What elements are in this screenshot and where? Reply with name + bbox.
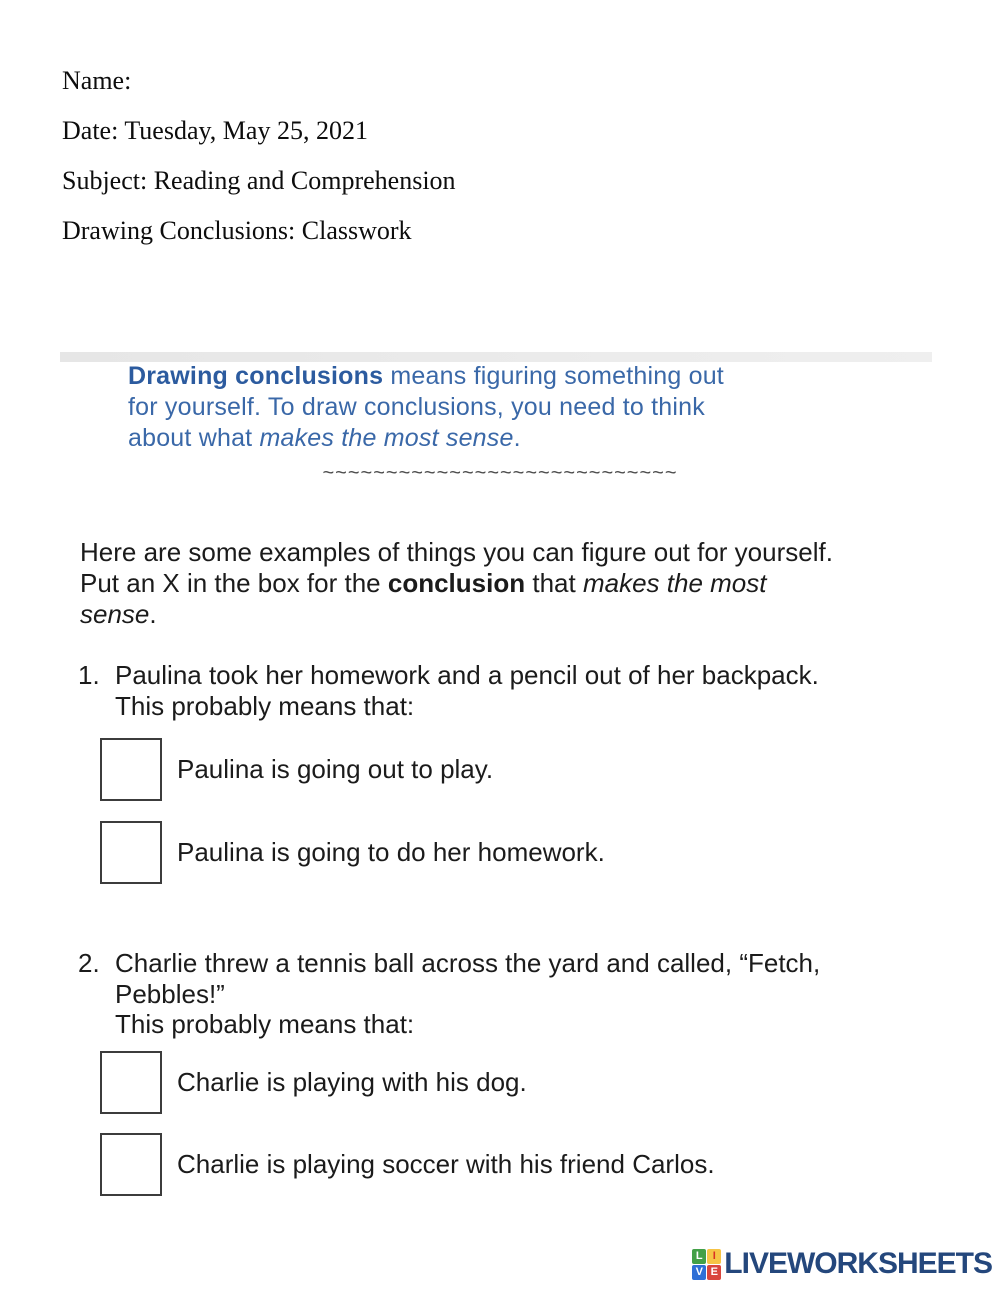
answer-checkbox-q2-b[interactable] — [100, 1133, 162, 1196]
subject-line: Subject: Reading and Comprehension — [62, 166, 456, 195]
definition-bold-term: Drawing conclusions — [128, 362, 384, 390]
instructions-line-1: Here are some examples of things you can figure out for yourself. — [80, 537, 833, 567]
question-2-line-1 — [78, 948, 938, 979]
logo-tile-l: L — [692, 1249, 706, 1264]
question-1-line-2: This probably means that: — [115, 690, 415, 721]
logo-tile-e: E — [707, 1265, 721, 1280]
instructions-italic-phrase: makes the most — [582, 568, 767, 598]
date-line: Date: Tuesday, May 25, 2021 — [62, 116, 368, 145]
answer-checkbox-q1-b[interactable] — [100, 821, 162, 884]
instructions-bold-word: conclusion — [387, 568, 526, 598]
question-1-line-1 — [78, 660, 938, 691]
answer-checkbox-q1-a[interactable] — [100, 738, 162, 801]
question-2 — [78, 948, 938, 1040]
logo-tile-i: I — [707, 1249, 721, 1264]
instructions-line-2: Put an X in the box for the conclusion that makes the most — [80, 568, 767, 598]
answer-option — [100, 1051, 527, 1114]
answer-option — [100, 821, 605, 884]
question-1-prompt: Paulina took her homework and a pencil out of her backpack. — [115, 660, 819, 690]
instructions-text — [80, 537, 940, 630]
instructions-line-3: sense. — [80, 599, 157, 629]
answer-option-label: Paulina is going to do her homework. — [177, 837, 605, 867]
answer-option-label: Charlie is playing soccer with his friend Carlos. — [177, 1149, 715, 1179]
question-2-line-3: This probably means that: — [115, 1009, 415, 1039]
question-2-line-2: Pebbles!” — [115, 978, 225, 1009]
definition-line-2: for yourself. To draw conclusions, you need to think — [128, 393, 705, 421]
liveworksheets-icon — [692, 1249, 721, 1280]
worksheet-title: Drawing Conclusions: Classwork — [62, 216, 412, 245]
question-2-number: 2. — [78, 948, 100, 978]
answer-option-label: Charlie is playing with his dog. — [177, 1067, 527, 1097]
logo-tile-v: V — [692, 1265, 706, 1280]
definition-italic-phrase: makes the most sense — [259, 424, 514, 452]
answer-option-label: Paulina is going out to play. — [177, 754, 494, 784]
definition-line-1: Drawing conclusions means figuring something out — [128, 362, 724, 390]
answer-option — [100, 1133, 715, 1196]
definition-line-3: about what makes the most sense. — [128, 424, 521, 452]
question-2-prompt: Charlie threw a tennis ball across the yard and called, “Fetch, — [115, 948, 821, 978]
worksheet-header — [62, 56, 456, 256]
name-label: Name: — [62, 66, 132, 95]
liveworksheets-logo — [692, 1247, 992, 1281]
definition-text — [128, 361, 828, 454]
question-1-number: 1. — [78, 660, 100, 690]
answer-option — [100, 738, 493, 801]
tilde-divider: ~~~~~~~~~~~~~~~~~~~~~~~~~~~~ — [322, 462, 678, 484]
answer-checkbox-q2-a[interactable] — [100, 1051, 162, 1114]
question-1 — [78, 660, 938, 721]
brand-wordmark: LIVEWORKSHEETS — [724, 1247, 992, 1280]
